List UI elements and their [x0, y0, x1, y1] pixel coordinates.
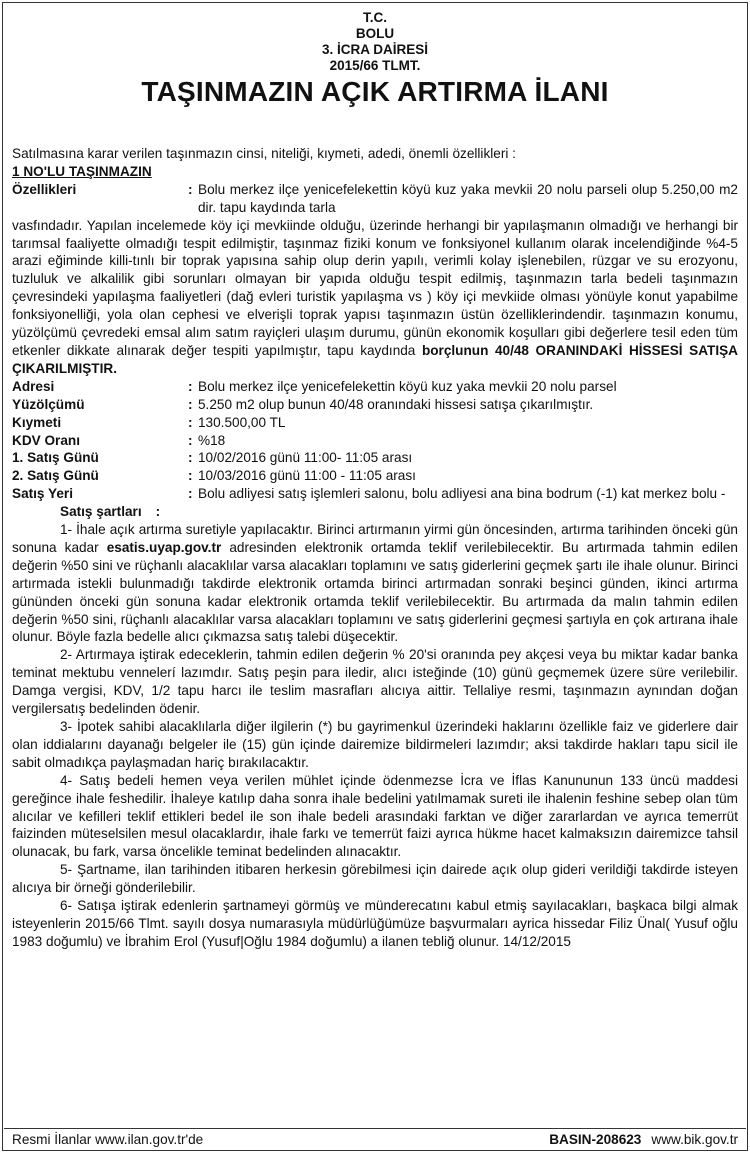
- detail-row-sale-place: [12, 485, 738, 503]
- detail-row-sale-day-1: [12, 449, 738, 467]
- header-city: BOLU: [355, 26, 395, 41]
- conditions-heading-sep: :: [155, 504, 161, 520]
- footer-ilan-link[interactable]: Resmi İlanlar www.ilan.gov.tr'de: [12, 1132, 204, 1147]
- detail-value: 130.500,00 TL: [198, 414, 286, 430]
- detail-value: Bolu merkez ilçe yenicefelekettin köyü kuz yaka mevkii 20 nolu parsel: [198, 378, 617, 394]
- condition-4: 4- Satış bedeli hemen veya verilen mühlet içinde ödenmezse İcra ve İflas Kanununun 133 üncü maddesi gereğince ihale feshedilir. İhaleye katılıp daha sonra ihale bedelini yatılmamak sureti ile ihalenin feshine sebep olan tüm alıcılar ve kefilleri teklif ettikleri bedel ile son ihale bedeli arasındaki farktan ve diğer zararlardan ve ayrıca temerrüt faizinden müteselsilen mesul olacaklardır, ihale farkı ve temerrüt faizi ayrıca hükme hacet kalmaksızın dairemizce tahsil olunacak, bu fark, varsa öncelikle teminat bedelinden alınacaktır.: [12, 772, 738, 860]
- features-body-bold: borçlunun 40/48 ORANINDAKİ HİSSESİ SATIŞA ÇIKARILMIŞTIR.: [12, 342, 738, 376]
- detail-value: 10/02/2016 günü 11:00- 11:05 arası: [198, 450, 413, 466]
- detail-value: Bolu adliyesi satış işlemleri salonu, bolu adliyesi ana bina bodrum (-1) kat merkez bolu -: [198, 486, 726, 502]
- detail-sep: :: [188, 486, 193, 502]
- features-body: vasfındadır. Yapılan incelemede köy içi mevkiinde olduğu, üzerinde herhangi bir yapılaşmanın olmadığı ve herhangi bir tarımsal faaliyette olmadığı tespit edilmiştir, taşınmaz fiziki konum ve fonksiyonel kullanım olarak incelendiğinde %4-5 arazi eğiminde killi-tınlı bir toprak yapısına sahip olup derin yapılı, verimli kolay işlenebilen, rüzgar ve su erozyonu, tuzluluk ve alkalilik gibi sorunları olmayan bir yapıda olduğu tespit edilmiş, taşınmazın tarla bedeli taşınmazın çevresindeki yapılaşma faaliyetleri (dağ evleri turistik yapılaşma vs ) köy içi mevkiide olması yönüyle konut yapabilme fonksiyonelliği, yola olan cephesi ve elverişli toprak yapısı taşınmazın üstün özelliklerindendir. taşınmazın konumu, yüzölçümü çevredeki emsal alım satım rayiçleri ulaşım durumu, günün ekonomik koşulları gibi değerlere tesil eden tüm etkenler dikkate alınarak değer tespiti yapılmıştır, tapu kaydında: [12, 217, 738, 358]
- detail-label: Yüzölçümü: [12, 396, 85, 412]
- intro-text: Satılmasına karar verilen taşınmazın cinsi, niteliği, kıymeti, adedi, önemli özellikleri :: [12, 146, 516, 161]
- detail-label: Satış Yeri: [12, 486, 73, 502]
- detail-row-vat: [12, 432, 738, 450]
- condition-3: 3- İpotek sahibi alacaklılarla diğer ilgilerin (*) bu gayrimenkul üzerindeki haklarını özellikle faiz ve giderlere dair olan iddialarını dayanağı belgeler ile (15) gün içinde dairemize bildirmeleri lazımdır; aksi takdirde hakları tapu sicil ile sabit olmadıkça paylaşmadan hariç bırakılacaktır.: [12, 719, 738, 770]
- section-heading: 1 NO'LU TAŞINMAZIN: [12, 163, 152, 179]
- detail-label: KDV Oranı: [12, 432, 80, 448]
- detail-sep: :: [188, 468, 193, 484]
- detail-sep: :: [188, 396, 193, 412]
- detail-sep: :: [188, 378, 193, 394]
- press-code: BASIN-208623: [549, 1132, 642, 1147]
- header-tc: T.C.: [362, 10, 387, 25]
- detail-label: 2. Satış Günü: [12, 468, 99, 484]
- header-office: 3. İCRA DAİRESİ: [321, 42, 429, 57]
- detail-row-sale-day-2: [12, 467, 738, 485]
- features-row: [12, 181, 738, 217]
- features-sep: :: [188, 181, 193, 197]
- detail-sep: :: [188, 432, 193, 448]
- detail-sep: :: [188, 414, 193, 430]
- features-value: Bolu merkez ilçe yenicefelekettin köyü kuz yaka mevkii 20 nolu parseli olup 5.250,00 m2 dir. tapu kaydında tarla: [198, 181, 738, 215]
- conditions-heading: [60, 503, 738, 521]
- detail-value: 10/03/2016 günü 11:00 - 11:05 arası: [198, 468, 416, 484]
- condition-1: [12, 521, 738, 646]
- detail-row-area: [12, 396, 738, 414]
- detail-label: 1. Satış Günü: [12, 450, 99, 466]
- detail-row-value: [12, 414, 738, 432]
- details-list: [12, 378, 738, 503]
- bik-link[interactable]: www.bik.gov.tr: [651, 1132, 738, 1147]
- detail-value: %18: [198, 432, 226, 448]
- page-title: TAŞINMAZIN AÇIK ARTIRMA İLANI: [141, 76, 609, 107]
- detail-label: Adresi: [12, 378, 55, 394]
- condition-5: 5- Şartname, ilan tarihinden itibaren herkesin görebilmesi için dairede açık olup gideri verildiği takdirde isteyen alıcıya bir örneği gönderilebilir.: [12, 862, 738, 896]
- announcement-header: [0, 10, 750, 107]
- features-label: Özellikleri: [12, 181, 77, 197]
- footer-right: [549, 1132, 738, 1147]
- condition-1-text-a: 1- İhale açık artırma suretiyle yapılacaktır. Birinci artırmanın yirmi gün öncesinden, artırma tarihinden önceki gün sonuna kadar: [12, 522, 738, 555]
- detail-label: Kıymeti: [12, 414, 62, 430]
- conditions-heading-label: Satış şartları: [60, 504, 142, 520]
- esatis-link[interactable]: esatis.uyap.gov.tr: [106, 539, 222, 555]
- detail-row-address: [12, 378, 738, 396]
- detail-sep: :: [188, 450, 193, 466]
- header-file-number: 2015/66 TLMT.: [329, 58, 421, 73]
- condition-6: 6- Satışa iştirak edenlerin şartnameyi görmüş ve münderecatını kabul etmiş sayılacakları, başkaca bilgi almak isteyenlerin 2015/66 Tlmt. sayılı dosya numarasıyla müdürlüğümüze başvurmaları ayrica hissedar Filiz Ünal( Yusuf oğlu 1983 doğumlu) ve İbrahim Erol (Yusuf|Oğlu 1984 doğumlu) a ilanen tebliğ olunur. 14/12/2015: [12, 898, 738, 949]
- footer-bar: [4, 1128, 746, 1150]
- condition-2: 2- Artırmaya iştirak edeceklerin, tahmin edilen değerin % 20'si oranında pey akçesi veya bu miktar kadar banka teminat mektubu vennelerí lazımdır. Satış peşin para iledir, alıcı isteğinde (10) günü geçmemek üzere süre verilebilir. Damga vergisi, KDV, 1/2 tapu harcı ile teslim masrafları alıcıya aittir. Tellaliye resmi, taşınmazın aynından doğan vergilersatış bedelinden ödenir.: [12, 647, 738, 717]
- condition-1-text-b: adresinden elektronik ortamda teklif verilebilecektir. Bu artırmada tahmin edilen değerin %50 sini ve rüçhanlı alacaklılar varsa alacakları toplamını ve satış giderlerini geçmek şartı ile ihale olunur. Birinci artırmada istekli bulunmadığı takdirde elektronik ortamda birinci artırmadan sonraki beşinci günden, ikinci artırma gününden önceki gün sonuna kadar elektronik ortamda teklif verilebilecektir. Bu artırmada da malın tahmin edilen değerin %50 sini, rüçhanlı alacaklılar varsa alacakları toplamını ve satış giderlerini geçmesi şartıyla en çok artırana ihale olunur. Böyle fazla bedelle alıcı çıkmazsa satış talebi düşecektir.: [12, 539, 738, 645]
- detail-value: 5.250 m2 olup bunun 40/48 oranındaki hissesi satışa çıkarılmıştır.: [198, 396, 594, 412]
- features-description: [12, 217, 738, 378]
- announcement-body: [12, 145, 738, 951]
